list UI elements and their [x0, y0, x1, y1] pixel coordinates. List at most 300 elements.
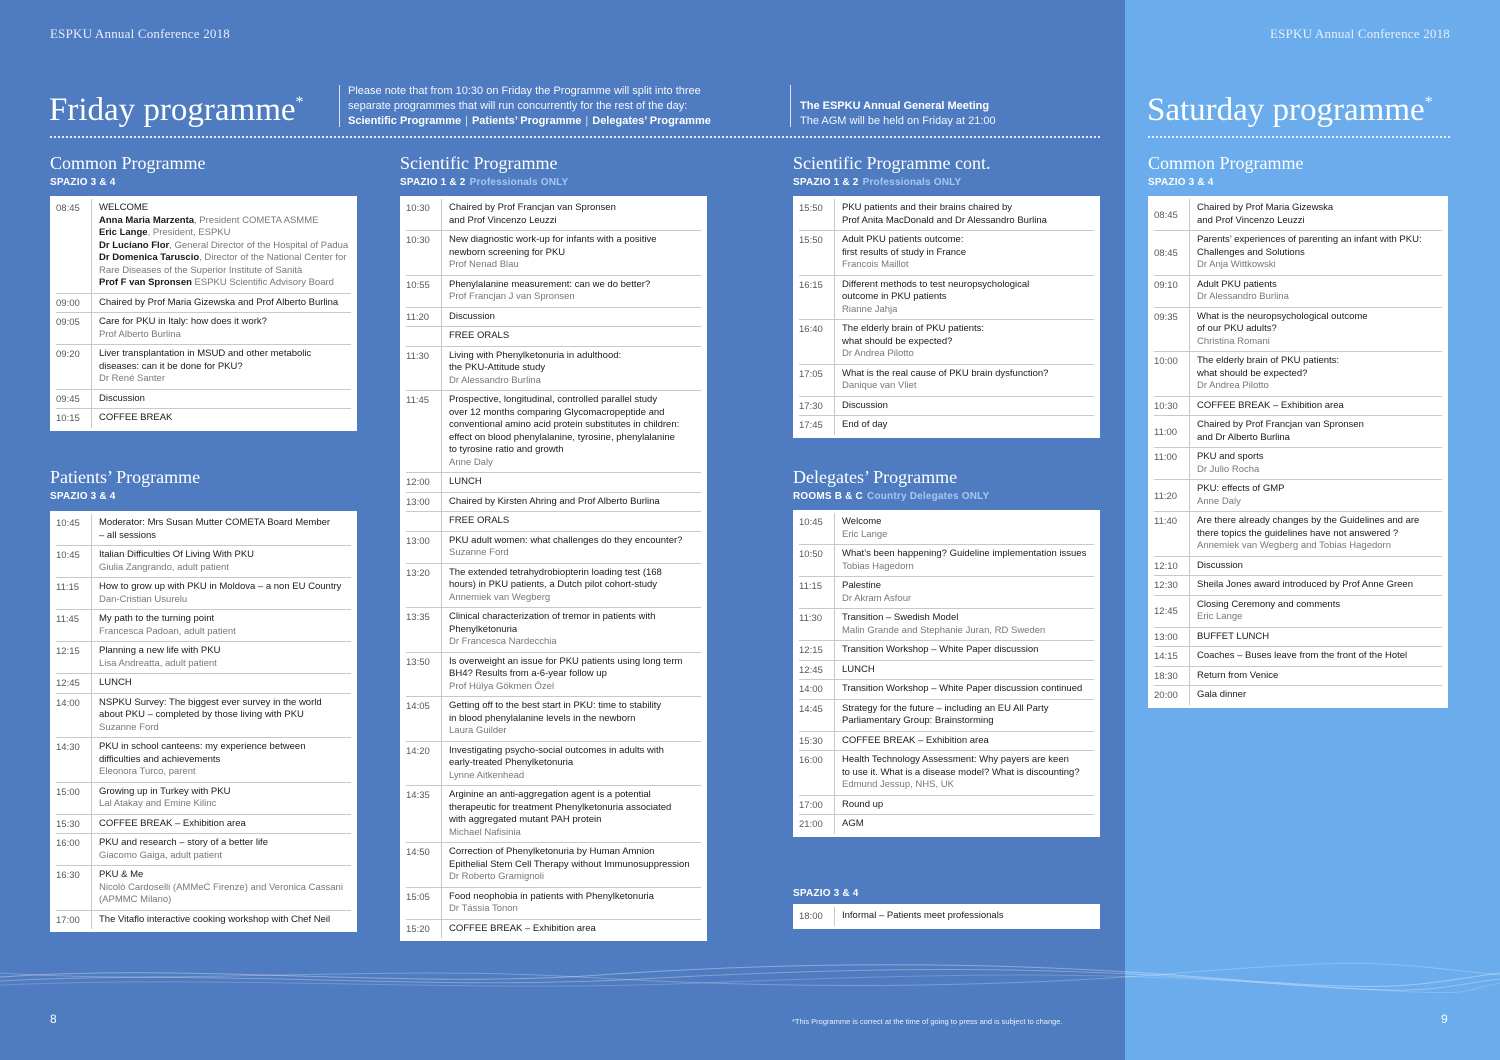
schedule-row	[406, 532, 701, 564]
schedule-row	[406, 512, 701, 532]
session-title: Phenylalanine measurement: can we do better?	[449, 278, 651, 290]
session-title: Adult PKU patients outcome:	[842, 234, 964, 245]
session-time: 15:50	[799, 231, 835, 275]
schedule-row	[799, 545, 1094, 577]
session-details	[442, 512, 701, 531]
session-time: 12:45	[56, 674, 92, 693]
schedule-row	[1154, 416, 1442, 448]
session-speaker: Francois Maillot	[842, 259, 909, 270]
session-title: Discussion	[449, 310, 495, 322]
session-title: What’s been happening? Guideline implementation issues	[842, 548, 1087, 559]
scientific-cont-title: Scientific Programme cont.	[793, 153, 991, 173]
session-title: Are there already changes by the Guidelines and are	[1197, 515, 1420, 526]
session-speaker: Dan-Cristian Usurelu	[99, 593, 188, 605]
session-speaker: Giulia Zangrando, adult patient	[99, 561, 229, 573]
session-details	[442, 532, 701, 563]
saturday-common-table	[1148, 196, 1448, 708]
speaker-name: Anna Maria Marzenta	[99, 214, 195, 226]
session-speaker: (APMMC Milano)	[99, 894, 172, 905]
session-time: 13:20	[406, 564, 442, 608]
session-time: 14:50	[406, 843, 442, 887]
session-time: 12:15	[56, 642, 92, 673]
session-title: Epithelial Stem Cell Therapy without Immunosuppression	[449, 858, 690, 870]
session-details	[92, 514, 351, 545]
session-speaker: Rianne Jahja	[842, 303, 898, 315]
session-title: of our PKU adults?	[1197, 323, 1277, 334]
schedule-row	[799, 513, 1094, 545]
schedule-row	[1154, 557, 1442, 577]
session-title: newborn screening for PKU	[449, 246, 566, 258]
session-speaker: Prof Nenad Blau	[449, 259, 519, 270]
session-time: 11:15	[56, 578, 92, 609]
session-title: – all sessions	[99, 529, 157, 541]
schedule-row	[406, 786, 701, 843]
session-details	[835, 231, 1094, 275]
session-time: 12:30	[1154, 576, 1190, 595]
schedule-row	[1154, 276, 1442, 308]
session-title: Coaches – Buses leave from the front of the Hotel	[1197, 650, 1408, 661]
session-speaker: Giacomo Gaiga, adult patient	[99, 849, 223, 861]
session-speaker: Eric Lange	[842, 528, 888, 540]
session-details	[92, 866, 351, 910]
session-title: Correction of Phenylketonuria by Human Amnion	[449, 846, 655, 857]
split-note-programmes: Scientific Programme | Patients’ Programme | Delegates’ Programme	[348, 115, 711, 127]
schedule-row	[1154, 199, 1442, 231]
session-title: what should be expected?	[842, 335, 953, 347]
session-time: 15:50	[799, 199, 835, 230]
session-details	[1190, 628, 1442, 647]
session-speaker: Eric Lange	[1197, 611, 1243, 622]
session-title: and Prof Vincenzo Leuzzi	[449, 214, 557, 226]
session-details	[442, 920, 701, 939]
session-time: 14:15	[1154, 647, 1190, 666]
speaker-role: , Director of the National Center for	[199, 252, 347, 263]
saturday-title: Saturday programme*	[1147, 92, 1433, 128]
session-details	[442, 231, 701, 275]
session-title: PKU: effects of GMP	[1197, 483, 1285, 494]
schedule-row	[56, 642, 351, 674]
schedule-row	[1154, 576, 1442, 596]
session-time: 10:30	[406, 231, 442, 275]
session-title: The extended tetrahydrobiopterin loading test (168	[449, 566, 662, 578]
session-details	[835, 907, 1094, 926]
schedule-row	[799, 680, 1094, 700]
session-title: NSPKU Survey: The biggest ever survey in the world	[99, 696, 322, 708]
session-title: Round up	[842, 798, 884, 810]
schedule-row	[799, 796, 1094, 816]
session-title: BUFFET LUNCH	[1197, 630, 1270, 642]
session-details	[92, 783, 351, 814]
session-time: 11:45	[406, 391, 442, 472]
session-time: 15:30	[799, 732, 835, 751]
session-details	[442, 347, 701, 391]
session-speaker: Dr Alessandro Burlina	[449, 374, 541, 386]
session-time: 12:15	[799, 641, 835, 660]
delegates-qualifier: Country Delegates ONLY	[866, 491, 990, 502]
schedule-row	[56, 834, 351, 866]
session-title: to tyrosine ratio and growth	[449, 444, 564, 455]
session-details	[835, 199, 1094, 230]
session-title: End of day	[842, 419, 888, 430]
session-time: 15:20	[406, 920, 442, 939]
conference-header-right: ESPKU Annual Conference 2018	[1270, 26, 1450, 41]
session-title: Informal – Patients meet professionals	[842, 910, 1004, 921]
conference-header-left: ESPKU Annual Conference 2018	[50, 26, 230, 41]
schedule-row	[406, 308, 701, 328]
schedule-row	[1154, 231, 1442, 276]
schedule-row	[406, 327, 701, 347]
session-details	[1190, 308, 1442, 352]
schedule-row	[406, 742, 701, 787]
session-details	[92, 674, 351, 693]
schedule-row	[56, 546, 351, 578]
session-title: Return from Venice	[1197, 669, 1279, 681]
session-title: Palestine	[842, 580, 882, 591]
speaker-name: Dr Domenica Taruscio	[99, 252, 200, 263]
agm-divider	[790, 85, 791, 127]
session-time: 14:00	[799, 680, 835, 699]
session-title: Transition – Swedish Model	[842, 612, 959, 623]
session-details	[1190, 647, 1442, 666]
session-time: 12:00	[406, 473, 442, 492]
session-details	[1190, 416, 1442, 447]
schedule-row	[799, 231, 1094, 276]
session-time: 16:40	[799, 320, 835, 364]
schedule-row	[799, 416, 1094, 435]
schedule-row	[1154, 596, 1442, 628]
session-details	[442, 308, 701, 327]
session-time: 12:10	[1154, 557, 1190, 576]
schedule-row	[406, 473, 701, 493]
friday-title: Friday programme*	[49, 92, 304, 128]
speaker-name: Prof F van Spronsen	[99, 277, 192, 288]
schedule-row	[406, 653, 701, 698]
session-details	[1190, 576, 1442, 595]
session-time: 17:30	[799, 397, 835, 416]
session-title: Chaired by Prof Maria Gizewska	[1197, 202, 1334, 213]
session-details	[1190, 448, 1442, 479]
schedule-row	[1154, 308, 1442, 353]
session-details	[1190, 480, 1442, 511]
session-details	[835, 397, 1094, 416]
agm-title: The ESPKU Annual General Meeting	[800, 100, 990, 112]
session-speaker: Dr Julio Rocha	[1197, 463, 1260, 475]
speaker-role: , General Director of the Hospital of Padua	[169, 239, 349, 251]
session-time: 10:45	[56, 514, 92, 545]
session-details	[1190, 231, 1442, 275]
schedule-row	[1154, 397, 1442, 417]
session-title: Different methods to test neuropsychological	[842, 278, 1030, 290]
session-time: 17:05	[799, 365, 835, 396]
delegates-programme-table	[793, 510, 1100, 837]
session-time	[406, 512, 442, 531]
session-details	[442, 742, 701, 786]
session-title: early-treated Phenylketonuria	[449, 757, 574, 768]
session-time: 14:35	[406, 786, 442, 842]
session-title: difficulties and achievements	[99, 753, 221, 765]
session-speaker: Dr Akram Asfour	[842, 592, 912, 604]
session-time: 12:45	[1154, 596, 1190, 627]
session-time: 11:20	[1154, 480, 1190, 511]
session-time: 20:00	[1154, 686, 1190, 705]
page-number-right: 9	[1441, 1012, 1448, 1026]
session-speaker: Prof Hülya Gökmen Özel	[449, 680, 555, 692]
session-speaker: Prof Francjan J van Spronsen	[449, 291, 575, 302]
session-title: Food neophobia in patients with Phenylketonuria	[449, 890, 654, 902]
session-title: Gala dinner	[1197, 689, 1247, 700]
session-title: therapeutic for treatment Phenylketonuria associated	[449, 801, 672, 813]
session-time: 14:45	[799, 700, 835, 731]
session-time: 08:45	[56, 199, 92, 293]
schedule-row	[1154, 448, 1442, 480]
session-title: the PKU-Attitude study	[449, 362, 546, 373]
schedule-row	[56, 783, 351, 815]
session-speaker: Suzanne Ford	[449, 547, 509, 558]
session-details	[442, 391, 701, 472]
session-title: diseases: can it be done for PKU?	[99, 360, 243, 372]
session-time: 13:00	[406, 493, 442, 512]
session-title: Transition Workshop – White Paper discussion	[842, 644, 1039, 655]
session-title: PKU patients and their brains chaired by	[842, 202, 1013, 213]
session-speaker: Dr Tássia Tonon	[449, 903, 518, 914]
speaker-line	[99, 227, 351, 240]
session-title: Prof Anita MacDonald and Dr Alessandro Burlina	[842, 214, 1047, 226]
session-time: 18:30	[1154, 667, 1190, 686]
evening-room: SPAZIO 3 & 4	[793, 888, 859, 899]
session-title: Health Technology Assessment: Why payers are keen	[842, 754, 1069, 765]
session-speaker: Malin Grande and Stephanie Juran, RD Sweden	[842, 624, 1046, 636]
session-details	[92, 642, 351, 673]
disclaimer: *This Programme is correct at the time of going to press and is subject to change.	[792, 1017, 1063, 1026]
session-time: 09:00	[56, 294, 92, 313]
session-title: Getting off to the best start in PKU: time to stability	[449, 700, 662, 711]
session-speaker: Laura Guilder	[449, 725, 507, 736]
split-note-line1: Please note that from 10:30 on Friday the Programme will split into three	[348, 85, 701, 97]
session-title: outcome in PKU patients	[842, 291, 947, 302]
session-time: 15:05	[406, 888, 442, 919]
session-details	[92, 390, 351, 409]
schedule-row	[56, 578, 351, 610]
speaker-name: Dr Luciano Flor	[99, 239, 170, 251]
session-details	[835, 276, 1094, 320]
session-details	[442, 276, 701, 307]
session-details	[835, 751, 1094, 795]
session-details	[835, 577, 1094, 608]
schedule-row	[1154, 647, 1442, 667]
session-details	[442, 843, 701, 887]
session-time: 10:45	[799, 513, 835, 544]
session-speaker: Eleonora Turco, parent	[99, 766, 196, 777]
session-speaker: Francesca Padoan, adult patient	[99, 625, 236, 637]
session-title: LUNCH	[449, 476, 482, 487]
schedule-row	[1154, 628, 1442, 648]
session-details	[1190, 352, 1442, 396]
session-time: 21:00	[799, 815, 835, 834]
session-time: 14:30	[56, 738, 92, 782]
session-speaker: Lal Atakay and Emine Kilinc	[99, 798, 217, 809]
speaker-role: ESPKU Scientific Advisory Board	[191, 277, 334, 288]
session-time: 11:30	[799, 609, 835, 640]
session-details	[92, 694, 351, 738]
session-details	[442, 888, 701, 919]
session-title: Chaired by Prof Francjan van Spronsen	[449, 202, 616, 213]
session-time	[406, 327, 442, 346]
session-time: 10:30	[406, 199, 442, 230]
session-speaker: Dr Anja Wittkowski	[1197, 259, 1276, 270]
schedule-row	[406, 888, 701, 920]
scientific-programme-table	[400, 196, 707, 941]
saturday-common-room: SPAZIO 3 & 4	[1148, 177, 1214, 188]
session-title: The elderly brain of PKU patients:	[1197, 355, 1340, 366]
schedule-row	[799, 700, 1094, 732]
schedule-row	[56, 313, 351, 345]
session-title: Phenylketonuria	[449, 623, 518, 635]
session-details	[92, 546, 351, 577]
patients-programme-table	[50, 511, 357, 932]
schedule-row	[799, 732, 1094, 752]
session-speaker: Annemiek van Wegberg and Tobias Hagedorn	[1197, 540, 1391, 551]
session-title: Parents’ experiences of parenting an infant with PKU:	[1197, 234, 1422, 245]
session-time: 16:00	[56, 834, 92, 865]
session-time: 18:00	[799, 907, 835, 926]
friday-title-rule	[50, 136, 1100, 138]
session-title: AGM	[842, 818, 864, 829]
session-title: PKU & Me	[99, 869, 144, 880]
session-details	[92, 578, 351, 609]
session-title: Arginine an anti-aggregation agent is a potential	[449, 789, 651, 800]
schedule-row	[56, 390, 351, 410]
session-title: Challenges and Solutions	[1197, 246, 1305, 258]
session-time: 11:00	[1154, 416, 1190, 447]
scientific-programme-title: Scientific Programme	[400, 153, 558, 173]
session-time: 14:00	[56, 694, 92, 738]
session-title: Chaired by Prof Maria Gizewska and Prof Alberto Burlina	[99, 296, 339, 308]
session-title: Italian Difficulties Of Living With PKU	[99, 549, 255, 560]
scientific-programme-room: SPAZIO 1 & 2 Professionals ONLY	[400, 177, 569, 188]
speaker-line	[99, 252, 351, 265]
session-details	[442, 653, 701, 697]
session-title: What is the real cause of PKU brain dysfunction?	[842, 367, 1049, 379]
note-divider	[339, 85, 340, 127]
session-title: Planning a new life with PKU	[99, 645, 221, 656]
session-time: 14:20	[406, 742, 442, 786]
session-title: Care for PKU in Italy: how does it work?	[99, 316, 267, 327]
session-title: How to grow up with PKU in Moldova – a non EU Country	[99, 581, 342, 592]
session-time: 08:45	[1154, 199, 1190, 230]
session-title: Investigating psycho-social outcomes in adults with	[449, 744, 664, 756]
session-time: 14:05	[406, 697, 442, 741]
schedule-row	[56, 694, 351, 739]
schedule-row	[406, 843, 701, 888]
session-details	[835, 700, 1094, 731]
schedule-row	[799, 641, 1094, 661]
session-speaker: Lisa Andreatta, adult patient	[99, 657, 217, 669]
session-title: with aggregated mutant PAH protein	[449, 814, 602, 825]
speaker-line	[99, 277, 351, 290]
schedule-row	[799, 661, 1094, 681]
session-time: 08:45	[1154, 231, 1190, 275]
session-details	[835, 661, 1094, 680]
schedule-row	[1154, 512, 1442, 557]
session-details	[92, 409, 351, 428]
schedule-row	[1154, 480, 1442, 512]
session-time: 10:00	[1154, 352, 1190, 396]
session-title: and Prof Vincenzo Leuzzi	[1197, 214, 1305, 226]
delegates-programme-title: Delegates’ Programme	[793, 467, 958, 487]
schedule-row	[406, 231, 701, 276]
session-title: Is overweight an issue for PKU patients using long term	[449, 655, 683, 667]
session-speaker: Nicolò Cardoselli (AMMeC Firenze) and Veronica Cassani	[99, 881, 343, 893]
session-details	[835, 416, 1094, 435]
session-title: Discussion	[842, 399, 888, 411]
session-details	[1190, 276, 1442, 307]
session-details	[442, 199, 701, 230]
schedule-row	[56, 866, 351, 911]
schedule-row	[799, 907, 1094, 926]
session-speaker: Dr Roberto Gramignoli	[449, 871, 545, 882]
schedule-row	[799, 751, 1094, 796]
schedule-row	[406, 493, 701, 513]
session-details	[1190, 512, 1442, 556]
schedule-row	[799, 199, 1094, 231]
session-title: Clinical characterization of tremor in patients with	[449, 611, 656, 622]
session-time: 13:35	[406, 608, 442, 652]
delegates-programme-room: ROOMS B & C Country Delegates ONLY	[793, 491, 990, 502]
session-time: 10:50	[799, 545, 835, 576]
session-speaker: Tobias Hagedorn	[842, 560, 914, 572]
session-title: in blood phenylalanine levels in the newborn	[449, 712, 636, 724]
page-number-left: 8	[50, 1012, 57, 1026]
session-title: FREE ORALS	[449, 515, 510, 526]
session-title: effect on blood phenylalanine, tyrosine, phenylalanine	[449, 431, 675, 443]
session-speaker: Dr Alessandro Burlina	[1197, 291, 1289, 302]
session-time: 09:05	[56, 313, 92, 344]
session-details	[835, 641, 1094, 660]
session-title: COFFEE BREAK	[99, 412, 173, 423]
schedule-row	[406, 199, 701, 231]
session-details	[835, 545, 1094, 576]
session-details	[92, 199, 351, 293]
session-title: Liver transplantation in MSUD and other metabolic	[99, 348, 312, 359]
session-time: 17:45	[799, 416, 835, 435]
session-details	[92, 815, 351, 834]
session-time: 17:00	[56, 911, 92, 930]
session-title: Adult PKU patients	[1197, 278, 1277, 290]
schedule-row	[799, 577, 1094, 609]
session-title: hours) in PKU patients, a Dutch pilot cohort-study	[449, 579, 658, 590]
session-details	[442, 608, 701, 652]
session-title: COFFEE BREAK – Exhibition area	[449, 922, 596, 934]
schedule-row	[1154, 352, 1442, 397]
session-time: 13:00	[406, 532, 442, 563]
session-title: The Vitaflo interactive cooking workshop with Chef Neil	[99, 913, 331, 925]
session-details	[1190, 199, 1442, 230]
evening-table	[793, 904, 1100, 929]
session-title: COFFEE BREAK – Exhibition area	[1197, 399, 1344, 411]
session-time: 11:00	[1154, 448, 1190, 479]
session-time: 11:40	[1154, 512, 1190, 556]
session-time: 11:45	[56, 610, 92, 641]
common-programme-title: Common Programme	[50, 153, 206, 173]
scientific-cont-qualifier: Professionals ONLY	[862, 177, 962, 188]
session-title: Discussion	[99, 392, 145, 404]
schedule-row	[56, 674, 351, 694]
session-details	[92, 738, 351, 782]
saturday-common-title: Common Programme	[1148, 153, 1304, 173]
session-details	[442, 473, 701, 492]
session-details	[835, 365, 1094, 396]
session-speaker: Dr Andrea Pilotto	[1197, 380, 1269, 391]
